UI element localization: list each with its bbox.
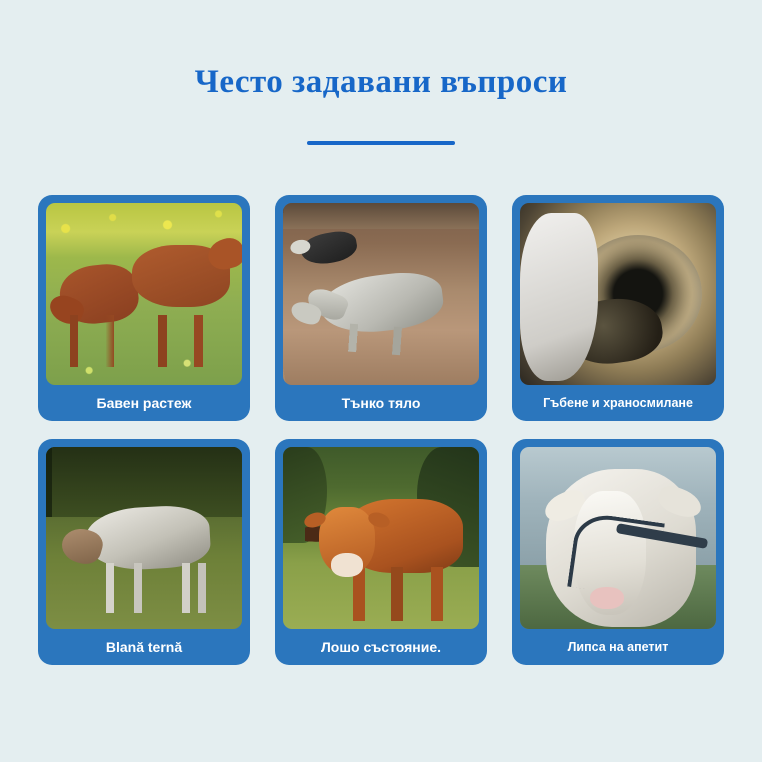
card-image-poor-condition xyxy=(283,447,479,629)
cow-muzzle-shape xyxy=(331,553,363,577)
cow-legs-shape xyxy=(347,567,457,621)
goat-nose xyxy=(590,587,624,609)
card-caption: Гъбене и храносмилане xyxy=(543,395,693,410)
card-caption: Лошо състояние. xyxy=(320,638,442,655)
title-underline xyxy=(307,141,455,145)
photo-two-brown-calves xyxy=(46,203,242,385)
card-caption: Blană ternă xyxy=(105,638,183,655)
faq-card[interactable] xyxy=(512,439,724,665)
photo-white-cow-grass xyxy=(46,447,242,629)
card-image-no-appetite xyxy=(520,447,716,629)
photo-brown-cow-pasture xyxy=(283,447,479,629)
faq-card[interactable] xyxy=(38,195,250,421)
gloved-hand-shape xyxy=(520,213,598,381)
faq-card-grid xyxy=(38,195,724,665)
faq-card[interactable] xyxy=(275,195,487,421)
card-caption: Бавен растеж xyxy=(96,394,192,411)
card-caption: Липса на апетит xyxy=(567,639,669,654)
faq-card[interactable] xyxy=(38,439,250,665)
card-image-slow-growth xyxy=(46,203,242,385)
cow-legs-shape xyxy=(98,563,214,613)
calf-legs xyxy=(66,315,226,367)
photo-thin-cow-on-ground xyxy=(283,203,479,385)
photo-digestive-closeup xyxy=(520,203,716,385)
faq-card[interactable] xyxy=(512,195,724,421)
card-image-digestion xyxy=(520,203,716,385)
page-title: Често задавани въпроси xyxy=(194,64,568,100)
halter-strap xyxy=(567,511,665,599)
faq-card[interactable] xyxy=(275,439,487,665)
calf-shape-right xyxy=(132,245,230,307)
photo-white-goat xyxy=(520,447,716,629)
card-image-thin-body xyxy=(283,203,479,385)
card-caption: Тънко тяло xyxy=(341,394,421,411)
card-image-dull-coat xyxy=(46,447,242,629)
